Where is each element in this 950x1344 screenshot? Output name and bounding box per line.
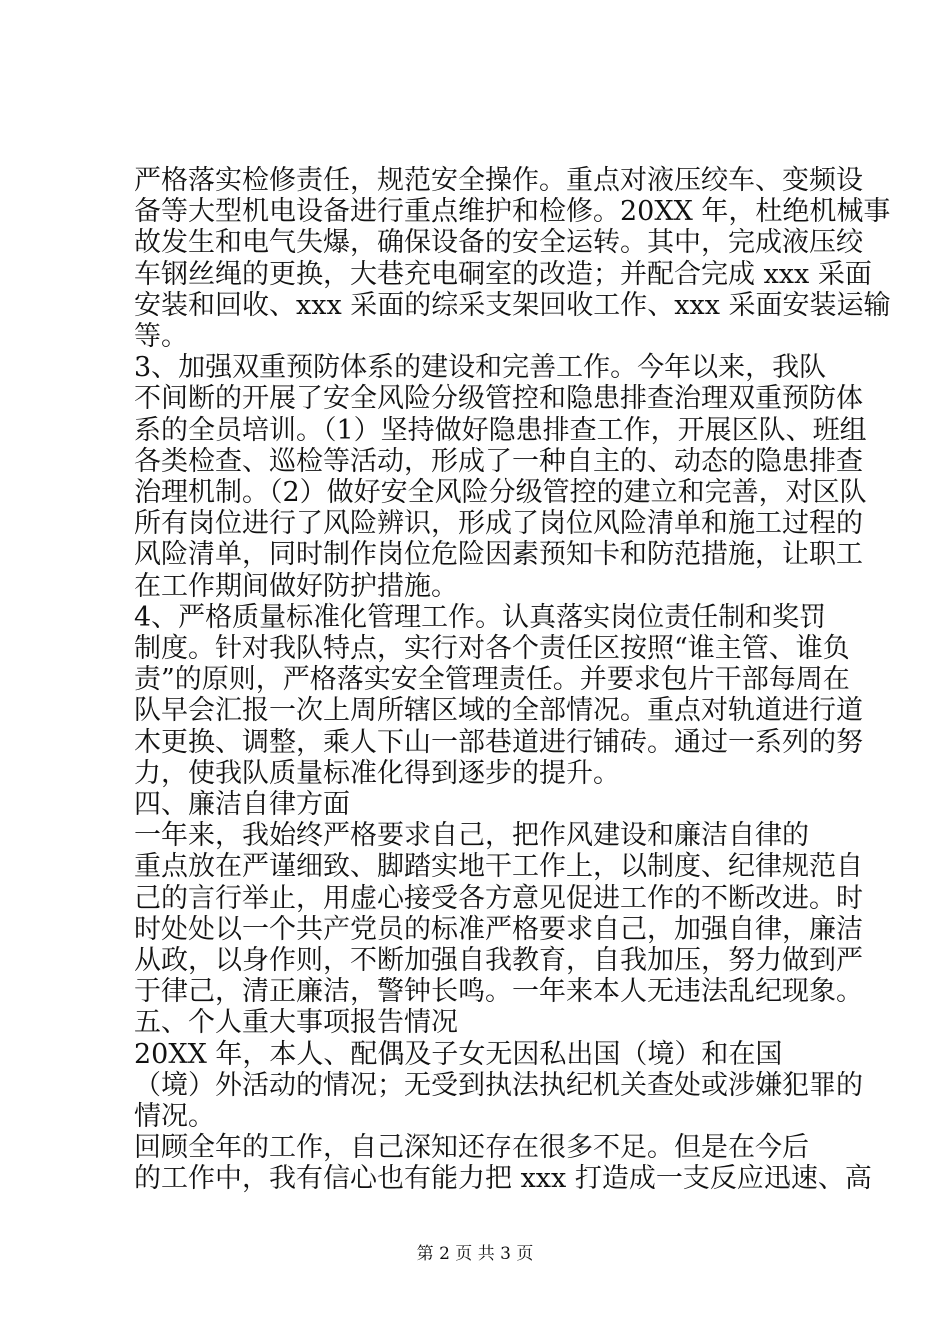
page-footer: 第 2 页 共 3 页: [416, 1244, 534, 1264]
document-line: 五、个人重大事项报告情况: [134, 1007, 458, 1038]
document-line: 4、严格质量标准化管理工作。认真落实岗位责任制和奖罚: [134, 602, 827, 633]
document-line: 车钢丝绳的更换，大巷充电硐室的改造；并配合完成 xxx 采面: [134, 259, 872, 290]
document-line: 不间断的开展了安全风险分级管控和隐患排查治理双重预防体: [134, 383, 863, 414]
document-line: 20XX 年，本人、配偶及子女无因私出国（境）和在国: [134, 1039, 783, 1070]
document-line: 的工作中，我有信心也有能力把 xxx 打造成一支反应迅速、高: [134, 1163, 872, 1194]
document-line: 安装和回收、xxx 采面的综采支架回收工作、xxx 采面安装运输: [134, 290, 891, 321]
document-line: 于律己，清正廉洁，警钟长鸣。一年来本人无违法乱纪现象。: [134, 976, 863, 1007]
document-line: 故发生和电气失爆，确保设备的安全运转。其中，完成液压绞: [134, 227, 863, 258]
document-line: 从政，以身作则，不断加强自我教育，自我加压，努力做到严: [134, 945, 863, 976]
document-line: 四、廉洁自律方面: [134, 789, 350, 820]
document-line: 各类检查、巡检等活动，形成了一种自主的、动态的隐患排查: [134, 446, 863, 477]
document-line: 风险清单，同时制作岗位危险因素预知卡和防范措施，让职工: [134, 539, 863, 570]
document-line: 系的全员培训。（1）坚持做好隐患排查工作，开展区队、班组: [134, 415, 867, 446]
document-line: 队早会汇报一次上周所辖区域的全部情况。重点对轨道进行道: [134, 695, 863, 726]
document-line: 责”的原则，严格落实安全管理责任。并要求包片干部每周在: [134, 664, 850, 695]
document-line: 严格落实检修责任，规范安全操作。重点对液压绞车、变频设: [134, 165, 863, 196]
document-line: 木更换、调整，乘人下山一部巷道进行铺砖。通过一系列的努: [134, 727, 863, 758]
document-line: 在工作期间做好防护措施。: [134, 571, 458, 602]
document-line: 3、加强双重预防体系的建设和完善工作。今年以来，我队: [134, 352, 827, 383]
document-line: 所有岗位进行了风险辨识，形成了岗位风险清单和施工过程的: [134, 508, 863, 539]
document-line: 力，使我队质量标准化得到逐步的提升。: [134, 758, 620, 789]
document-line: 时处处以一个共产党员的标准严格要求自己，加强自律，廉洁: [134, 914, 863, 945]
document-line: 回顾全年的工作，自己深知还存在很多不足。但是在今后: [134, 1132, 809, 1163]
document-line: （境）外活动的情况；无受到执法执纪机关查处或涉嫌犯罪的: [134, 1070, 863, 1101]
document-line: 一年来，我始终严格要求自己，把作风建设和廉洁自律的: [134, 820, 809, 851]
document-line: 等。: [134, 321, 188, 352]
document-line: 情况。: [134, 1101, 215, 1132]
document-line: 己的言行举止，用虚心接受各方意见促进工作的不断改进。时: [134, 883, 863, 914]
document-line: 重点放在严谨细致、脚踏实地干工作上，以制度、纪律规范自: [134, 851, 863, 882]
document-line: 治理机制。（2）做好安全风险分级管控的建立和完善，对区队: [134, 477, 867, 508]
document-line: 制度。针对我队特点，实行对各个责任区按照“谁主管、谁负: [134, 633, 850, 664]
document-line: 备等大型机电设备进行重点维护和检修。20XX 年，杜绝机械事: [134, 196, 891, 227]
